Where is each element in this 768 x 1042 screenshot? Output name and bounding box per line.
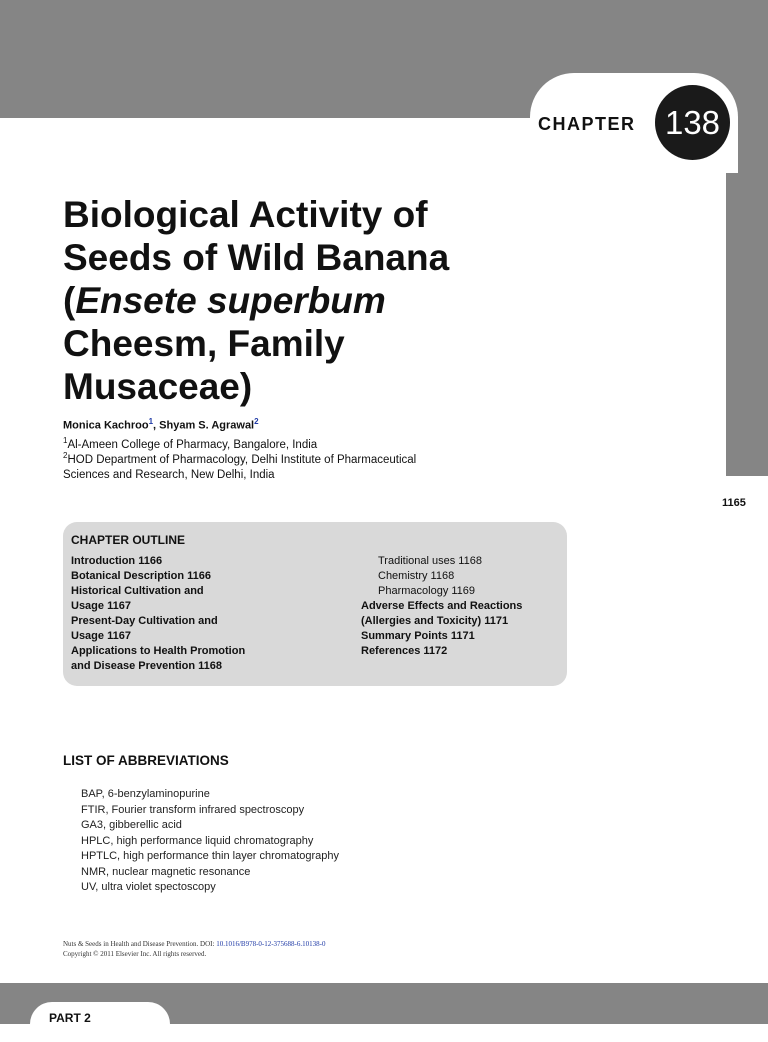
outline-entry[interactable]: Present-Day Cultivation and (71, 615, 218, 627)
abbreviation-item: HPTLC, high performance thin layer chromatography (81, 850, 340, 862)
footer-book: Nuts & Seeds in Health and Disease Prevention. DOI: (63, 940, 217, 948)
abbreviations-title: LIST OF ABBREVIATIONS (63, 753, 229, 768)
authors (63, 417, 259, 432)
page-number: 1165 (722, 497, 746, 509)
title-line-5: Musaceae) (63, 366, 253, 407)
chapter-title (63, 193, 523, 408)
author-2: Shyam S. Agrawal (159, 419, 255, 432)
affiliation-2 (63, 448, 483, 483)
aff-1-sup: 1 (63, 436, 68, 445)
outline-entry[interactable]: Historical Cultivation and (71, 585, 204, 597)
outline-entry[interactable]: Usage 1167 (71, 600, 131, 612)
aff-2-sup: 2 (63, 451, 68, 460)
title-species: Ensete superbum (75, 280, 386, 321)
outline-subentry[interactable]: Pharmacology 1169 (378, 585, 476, 597)
outline-entry[interactable]: References 1172 (361, 645, 448, 657)
doi-link[interactable]: 10.1016/B978-0-12-375688-6.10138-0 (216, 940, 326, 948)
outline-entry[interactable]: Applications to Health Promotion (71, 645, 246, 657)
aff-2-line-2: Sciences and Research, New Delhi, India (63, 468, 275, 481)
outline-entry[interactable]: and Disease Prevention 1168 (71, 660, 223, 672)
title-line-1: Biological Activity of (63, 194, 428, 235)
chapter-number-badge (655, 85, 730, 160)
outline-right-column (361, 554, 522, 659)
abbreviation-item: HPLC, high performance liquid chromatography (81, 834, 314, 847)
chapter-number: 138 (664, 103, 721, 141)
author-2-sup[interactable]: 2 (254, 417, 259, 426)
outline-entry[interactable]: Botanical Description 1166 (71, 570, 211, 582)
outline-subentry[interactable]: Chemistry 1168 (378, 570, 455, 582)
outline-entry[interactable]: Summary Points 1171 (361, 630, 475, 642)
author-1: Monica Kachroo (63, 419, 149, 432)
abbreviation-item: FTIR, Fourier transform infrared spectroscopy (81, 803, 305, 816)
abbreviations-list (81, 787, 339, 896)
author-1-sup[interactable]: 1 (148, 417, 154, 426)
outline-entry[interactable]: (Allergies and Toxicity) 1171 (361, 615, 509, 627)
title-line-4: Cheesm, Family (63, 323, 345, 364)
copyright: Copyright © 2011 Elsevier Inc. All rights reserved. (63, 950, 207, 958)
outline-entry[interactable]: Usage 1167 (71, 630, 131, 642)
outline-entry[interactable]: Introduction 1166 (71, 555, 163, 567)
outline-left-column (71, 554, 245, 674)
outline-title: CHAPTER OUTLINE (71, 533, 185, 547)
abbreviation-item: BAP, 6-benzylaminopurine (81, 788, 210, 800)
author-sep: , (153, 419, 160, 432)
abbreviation-item: GA3, gibberellic acid (81, 819, 182, 831)
outline-subentry[interactable]: Traditional uses 1168 (378, 555, 482, 567)
aff-2-line-1: HOD Department of Pharmacology, Delhi Institute of Pharmaceutical (67, 453, 417, 466)
aff-1-text: Al-Ameen College of Pharmacy, Bangalore, India (67, 438, 318, 451)
abbreviation-item: UV, ultra violet spectoscopy (81, 881, 216, 893)
part-label: PART 2 (49, 1011, 91, 1025)
chapter-label: CHAPTER (538, 114, 636, 134)
title-line-2: Seeds of Wild Banana (63, 237, 450, 278)
outline-entry[interactable]: Adverse Effects and Reactions (361, 600, 523, 612)
abbreviation-item: NMR, nuclear magnetic resonance (81, 865, 251, 878)
chapter-outline-box (63, 522, 567, 686)
title-paren-open: ( (63, 280, 76, 321)
footer-citation (63, 939, 325, 959)
